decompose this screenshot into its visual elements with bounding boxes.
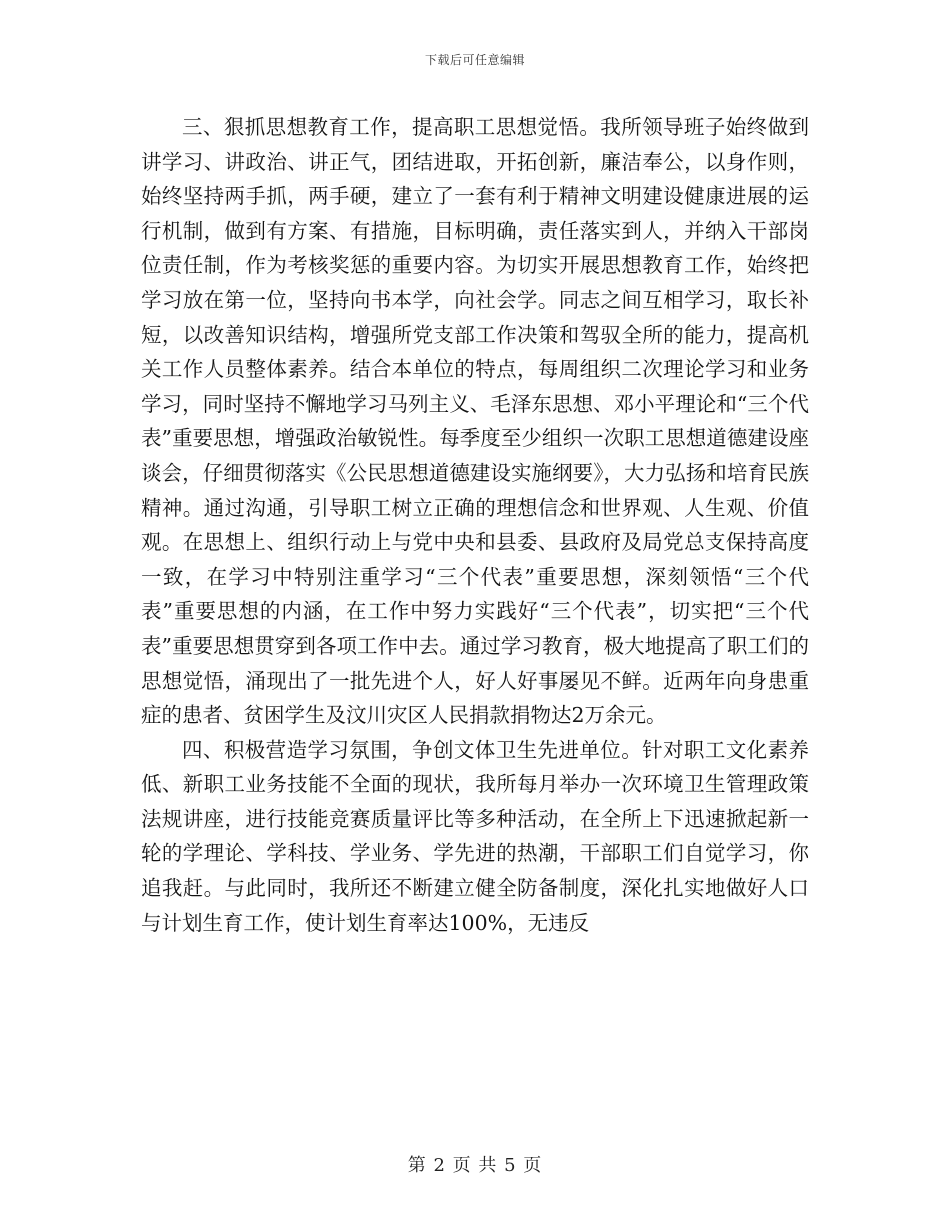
page-header: 下载后可任意编辑	[424, 53, 525, 67]
paragraph-four: 四、积极营造学习氛围，争创文体卫生先进单位。针对职工文化素养低、新职工业务技能不全面的现状，我所每月举办一次环境卫生管理政策法规讲座，进行技能竞赛质量评比等多种活动，在全所上下迅速掀起新一轮的学理论、学科技、学业务、学先进的热潮，干部职工们自觉学习，你追我赶。与此同时，我所还不断建立健全防备制度，深化扎实地做好人口与计划生育工作，使计划生育率达100%，无违反	[141, 737, 809, 935]
document-body	[141, 110, 809, 940]
paragraph-three: 三、狠抓思想教育工作，提高职工思想觉悟。我所领导班子始终做到讲学习、讲政治、讲正气，团结进取，开拓创新，廉洁奉公，以身作则，始终坚持两手抓，两手硬，建立了一套有利于精神文明建设健康进展的运行机制，做到有方案、有措施，目标明确，责任落实到人，并纳入干部岗位责任制，作为考核奖惩的重要内容。为切实开展思想教育工作，始终把学习放在第一位，坚持向书本学，向社会学。同志之间互相学习，取长补短，以改善知识结构，增强所党支部工作决策和驾驭全所的能力，提高机关工作人员整体素养。结合本单位的特点，每周组织二次理论学习和业务学习，同时坚持不懈地学习马列主义、毛泽东思想、邓小平理论和“三个代表”重要思想，增强政治敏锐性。每季度至少组织一次职工思想道德建设座谈会，仔细贯彻落实《公民思想道德建设实施纲要》，大力弘扬和培育民族精神。通过沟通，引导职工树立正确的理想信念和世界观、人生观、价值观。在思想上、组织行动上与党中央和县委、县政府及局党总支保持高度一致，在学习中特别注重学习“三个代表”重要思想，深刻领悟“三个代表”重要思想的内涵，在工作中努力实践好“三个代表”，切实把“三个代表”重要思想贯穿到各项工作中去。通过学习教育，极大地提高了职工们的思想觉悟，涌现出了一批先进个人，好人好事屡见不鲜。近两年向身患重症的患者、贫困学生及汶川灾区人民捐款捐物达2万余元。	[141, 115, 809, 728]
page-number-footer: 第 2 页 共 5 页	[407, 1155, 543, 1176]
